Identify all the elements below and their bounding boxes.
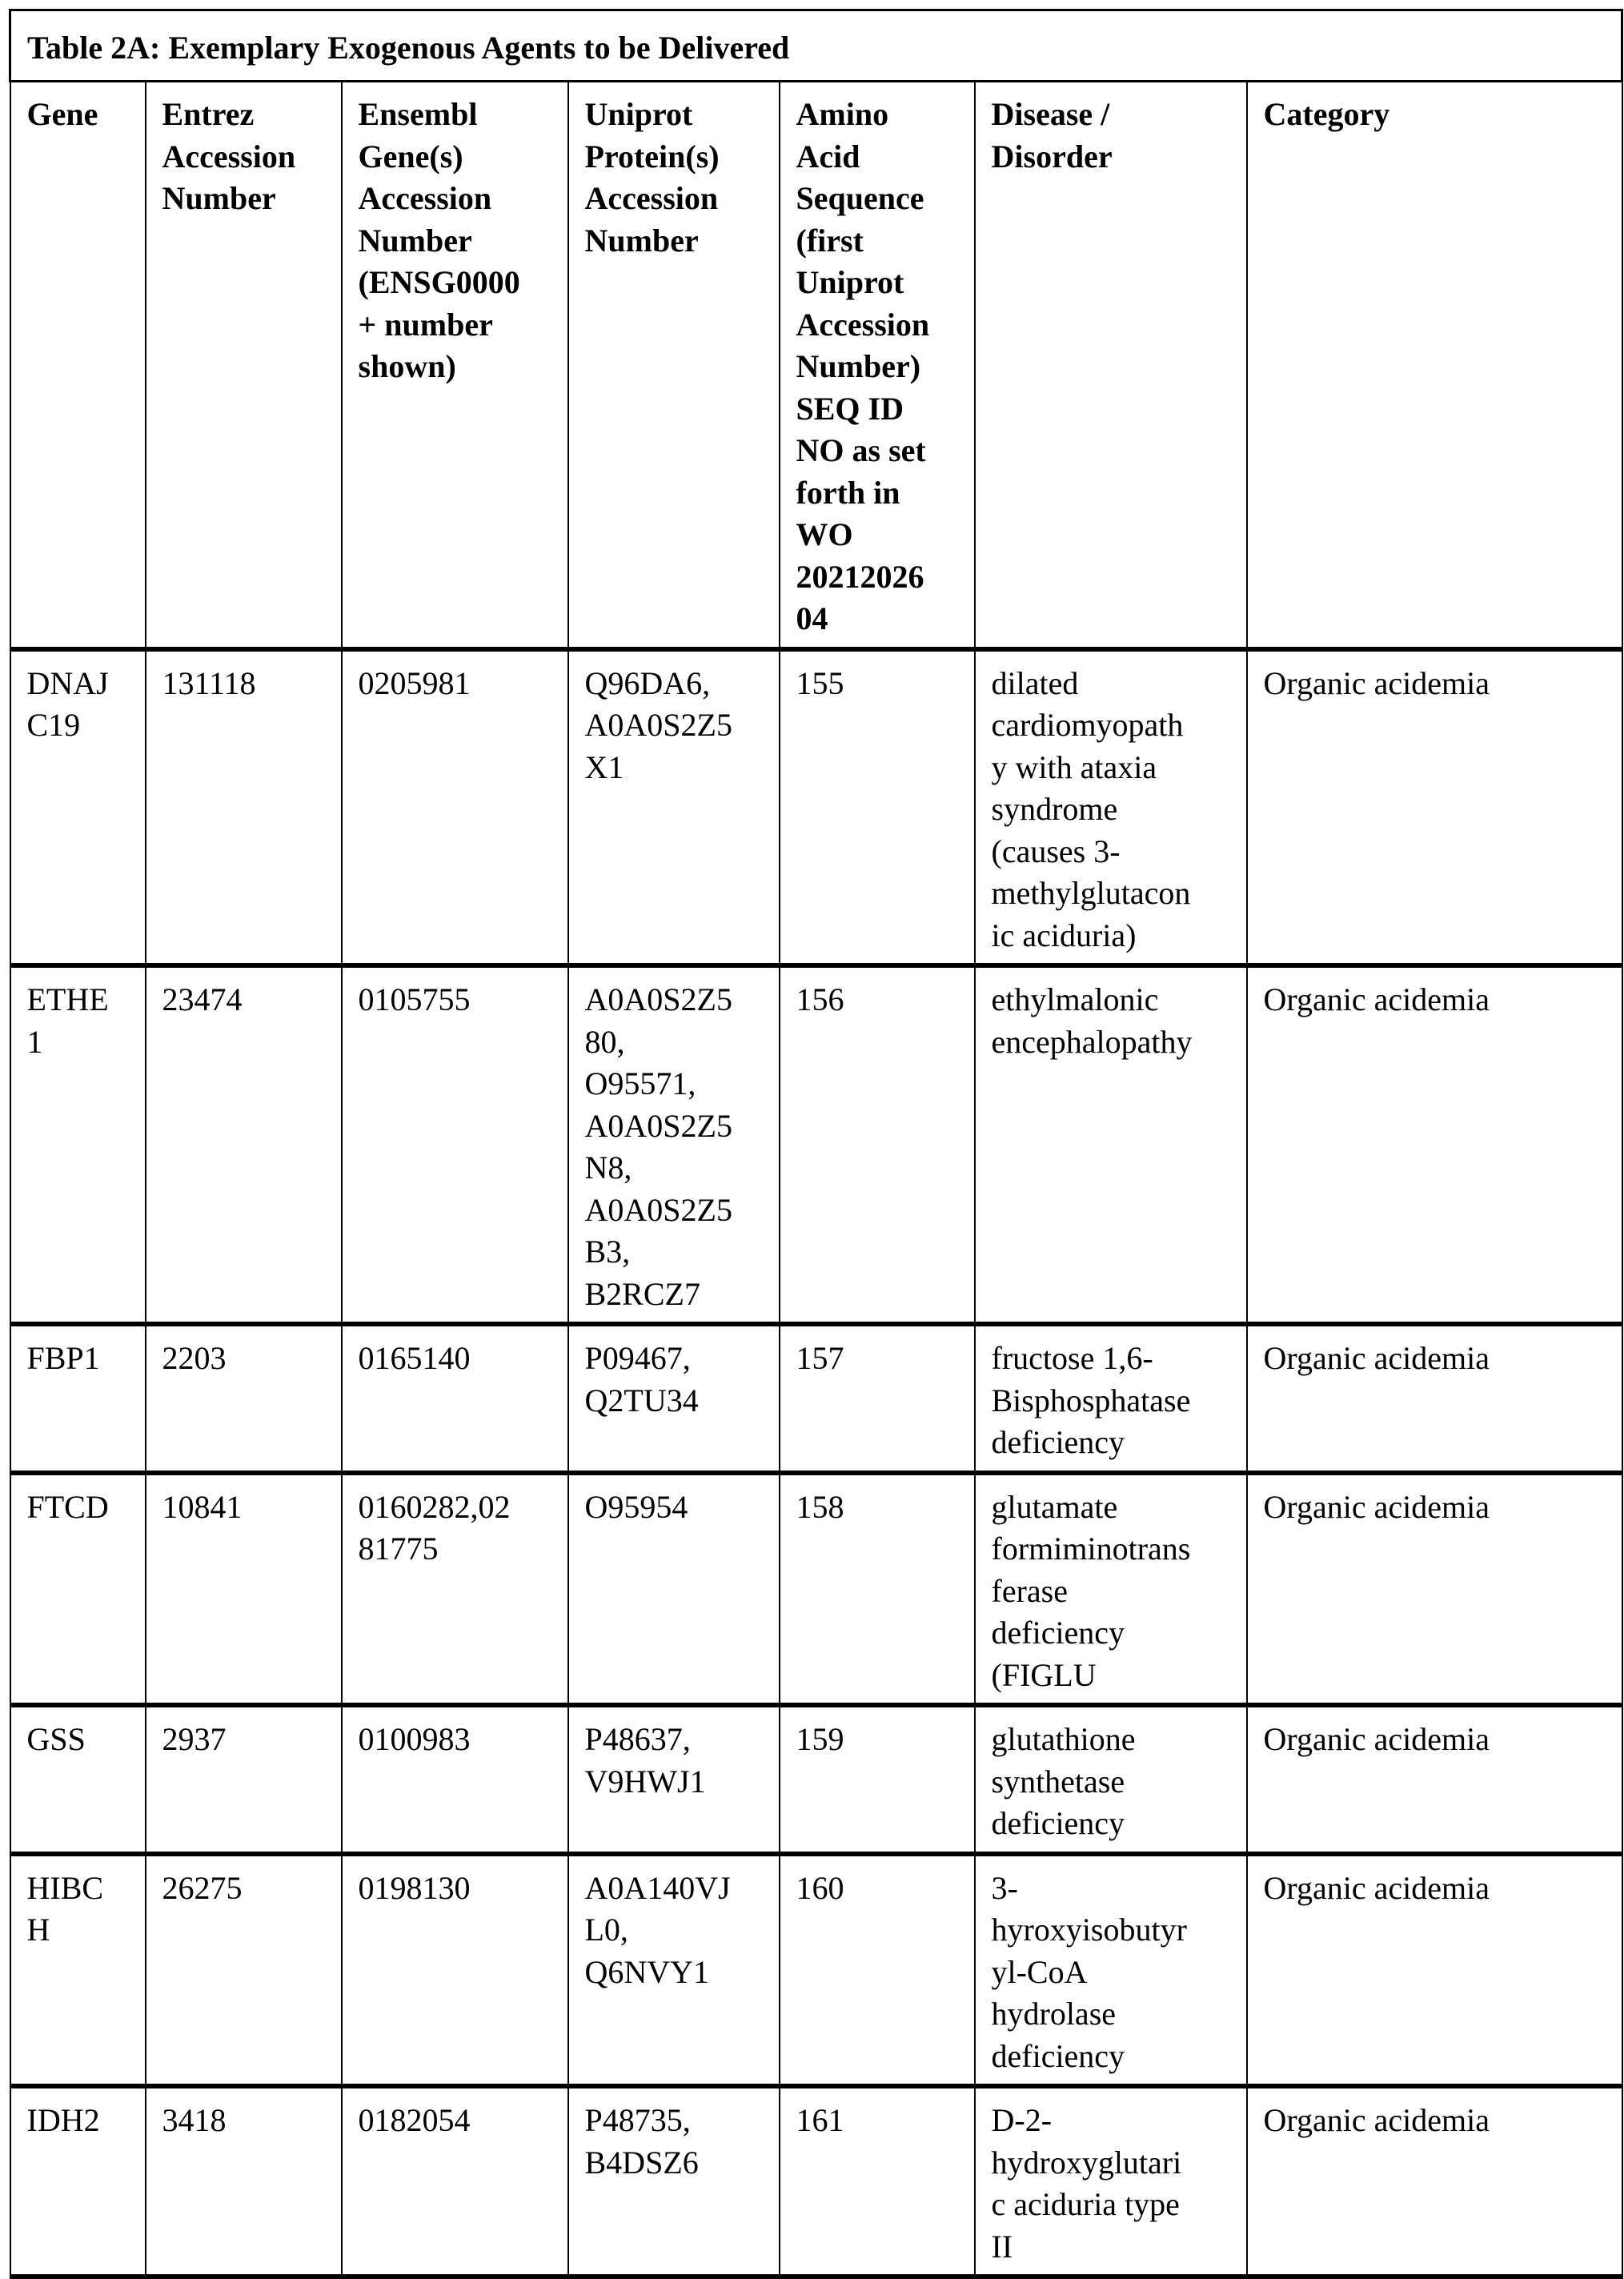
cell-disease: fructose 1,6- Bisphosphatase deficiency <box>975 1324 1247 1473</box>
cell-uniprot: Q96DA6, A0A0S2Z5 X1 <box>568 649 780 966</box>
cell-category: Organic acidemia <box>1247 1473 1622 1706</box>
cell-uniprot: A0A140VJ L0, Q6NVY1 <box>568 1854 780 2087</box>
cell-entrez: 23474 <box>146 965 342 1324</box>
table-row <box>10 1854 1622 2087</box>
cell-seq-id: 156 <box>780 965 975 1324</box>
cell-disease: glutamate formiminotrans ferase deficiency (FIGLU <box>975 1473 1247 1706</box>
cell-ensembl: 0198130 <box>342 1854 568 2087</box>
cell-category: Organic acidemia <box>1247 1854 1622 2087</box>
cell-ensembl: 0165140 <box>342 1324 568 1473</box>
cell-ensembl: 0160282,02 81775 <box>342 1473 568 1706</box>
cell-gene: GSS <box>10 1705 146 1854</box>
cell-ensembl: 0105755 <box>342 965 568 1324</box>
cell-entrez: 26275 <box>146 1854 342 2087</box>
cell-entrez: 2937 <box>146 1705 342 1854</box>
cell-category: Organic acidemia <box>1247 649 1622 966</box>
cell-uniprot: P48735, B4DSZ6 <box>568 2086 780 2277</box>
cell-gene: ETHE 1 <box>10 965 146 1324</box>
cell-category: Organic acidemia <box>1247 1324 1622 1473</box>
table-row <box>10 965 1622 1324</box>
cell-ensembl: 0182054 <box>342 2086 568 2277</box>
cell-gene: HIBC H <box>10 1854 146 2087</box>
cell-disease: D-2- hydroxyglutari c aciduria type II <box>975 2086 1247 2277</box>
cell-disease: ethylmalonic encephalopathy <box>975 965 1247 1324</box>
header-disease-disorder: Disease / Disorder <box>975 82 1247 649</box>
cell-uniprot: P48637, V9HWJ1 <box>568 1705 780 1854</box>
cell-ensembl: 0205981 <box>342 649 568 966</box>
cell-seq-id: 157 <box>780 1324 975 1473</box>
header-category: Category <box>1247 82 1622 649</box>
cell-uniprot: O95954 <box>568 1473 780 1706</box>
cell-seq-id: 158 <box>780 1473 975 1706</box>
cell-category: Organic acidemia <box>1247 2086 1622 2277</box>
cell-gene: FTCD <box>10 1473 146 1706</box>
cell-uniprot: P09467, Q2TU34 <box>568 1324 780 1473</box>
cell-entrez: 2203 <box>146 1324 342 1473</box>
table-row <box>10 1473 1622 1706</box>
header-amino-acid-seq-id: Amino Acid Sequence (first Uniprot Accession Number) SEQ ID NO as set forth in WO 20212026 04 <box>780 82 975 649</box>
cell-uniprot: A0A0S2Z5 80, O95571, A0A0S2Z5 N8, A0A0S2Z5 B3, B2RCZ7 <box>568 965 780 1324</box>
cell-entrez: 3418 <box>146 2086 342 2277</box>
table-title: Table 2A: Exemplary Exogenous Agents to be Delivered <box>10 10 1622 82</box>
cell-category: Organic acidemia <box>1247 1705 1622 1854</box>
cell-seq-id: 160 <box>780 1854 975 2087</box>
table-row <box>10 649 1622 966</box>
cell-gene: IDH2 <box>10 2086 146 2277</box>
cell-seq-id: 159 <box>780 1705 975 1854</box>
header-ensembl-accession: Ensembl Gene(s) Accession Number (ENSG0000 + number shown) <box>342 82 568 649</box>
cell-entrez: 10841 <box>146 1473 342 1706</box>
table-header-row <box>10 82 1622 649</box>
table-title-row <box>10 10 1622 82</box>
cell-disease: 3- hyroxyisobutyr yl-CoA hydrolase deficiency <box>975 1854 1247 2087</box>
header-entrez-accession: Entrez Accession Number <box>146 82 342 649</box>
cell-gene: FBP1 <box>10 1324 146 1473</box>
cell-entrez: 131118 <box>146 649 342 966</box>
cell-category: Organic acidemia <box>1247 965 1622 1324</box>
cell-disease: glutathione synthetase deficiency <box>975 1705 1247 1854</box>
table-row <box>10 1705 1622 1854</box>
cell-seq-id: 155 <box>780 649 975 966</box>
cell-ensembl: 0100983 <box>342 1705 568 1854</box>
header-uniprot-accession: Uniprot Protein(s) Accession Number <box>568 82 780 649</box>
cell-disease: dilated cardiomyopath y with ataxia syndrome (causes 3- methylglutacon ic aciduria) <box>975 649 1247 966</box>
cell-seq-id: 161 <box>780 2086 975 2277</box>
table-row <box>10 2086 1622 2277</box>
table-row <box>10 1324 1622 1473</box>
header-gene: Gene <box>10 82 146 649</box>
exogenous-agents-table <box>9 9 1623 2279</box>
cell-gene: DNAJ C19 <box>10 649 146 966</box>
